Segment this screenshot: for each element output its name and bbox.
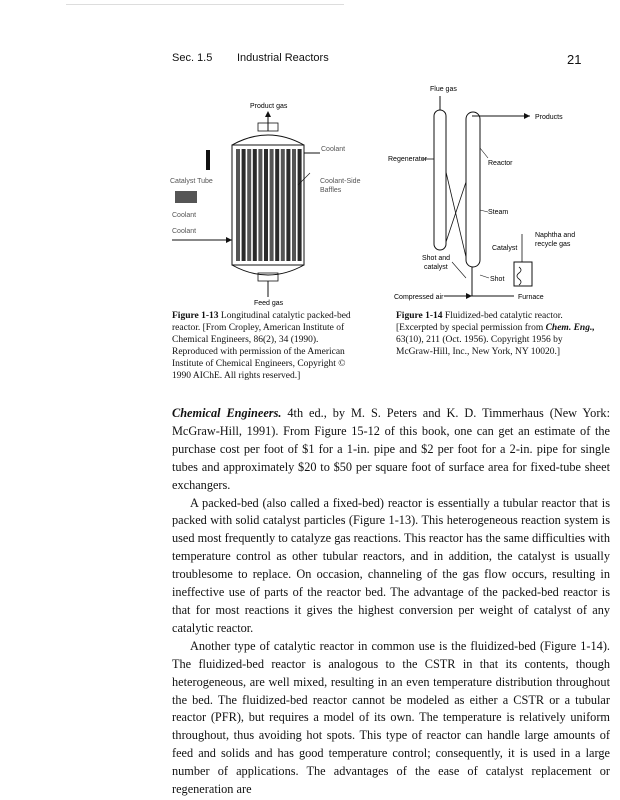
label-compressed-air: Compressed air	[394, 294, 444, 301]
label-shot: Shot	[490, 276, 505, 283]
label-coolant-in: Coolant	[172, 228, 197, 235]
label-coolant-side: Coolant-Side	[320, 178, 361, 185]
label-coolant-top: Coolant	[321, 146, 346, 153]
caption-text: Longitudinal catalytic packed-bed reactor. [From Cropley, American Institute of Chemical Engineers, 86(2), 34 (1990). Reproduced with permission of the American Institute of Chemical Engineers, Copyright © 1990 AIChE. All rights reserved.]	[172, 311, 351, 381]
top-rule	[66, 4, 344, 5]
arrow-right-icon	[524, 113, 530, 119]
label-baffles: Baffles	[320, 187, 342, 194]
figure-1-14-caption	[396, 310, 596, 358]
figure-1-13-packed-bed-reactor	[170, 95, 361, 307]
arrow-right-icon	[466, 293, 472, 299]
paragraph-3: Another type of catalytic reactor in common use is the fluidized-bed (Figure 1-14). The fluidized-bed reactor is analogous to the CSTR in that its contents, though heterogeneous, are well mixed, resulting in an even temperature distribution throughout the bed. The fluidized-bed reactor cannot be modeled as either a CSTR or a tubular reactor (PFR), but requires a model of its own. The temperature is relatively uniform throughout, thus avoiding hot spots. This type of reactor can handle large amounts of feed and solids and has good temperature control; consequently, it is used in a large number of applications. The advantages of the ease of catalyst replacement or regeneration are	[172, 638, 610, 797]
label-flue-gas: Flue gas	[430, 86, 457, 93]
reactor-vessel	[466, 112, 480, 267]
body-text	[172, 405, 610, 799]
caption-journal: Chem. Eng.,	[545, 323, 595, 333]
shot-catalyst-leader	[452, 262, 466, 278]
coolant-swatch	[175, 191, 197, 203]
label-catalyst: Catalyst	[492, 245, 518, 252]
arrow-right-icon	[226, 237, 232, 243]
label-reactor: Reactor	[488, 160, 513, 167]
transfer-line-2	[446, 182, 466, 242]
catalyst-tube	[275, 149, 279, 261]
regenerator-vessel	[434, 110, 446, 250]
label-naphtha-1: Naphtha and	[535, 232, 576, 239]
label-shot-catalyst: catalyst	[424, 264, 448, 271]
caption-label: Figure 1-13	[172, 311, 219, 321]
label-shot-and: Shot and	[422, 255, 451, 262]
top-dome	[232, 135, 304, 145]
steam-leader	[480, 210, 488, 212]
paragraph-1	[172, 405, 610, 495]
bottom-dome	[232, 265, 304, 275]
catalyst-tube	[298, 149, 302, 261]
paragraph-2: A packed-bed (also called a fixed-bed) reactor is essentially a tubular reactor that is packed with solid catalyst particles (Figure 1-13). This heterogeneous reaction system is used most frequently to catalyze gas reactions. This reactor has the same difficulties with temperature control as other tubular reactors, and in addition, the catalyst is usually troublesome to replace. On occasion, channeling of the gas flow occurs, resulting in ineffective use of parts of the reactor bed. The advantage of the packed-bed reactor is that for most reactions it gives the highest conversion per weight of catalyst of any catalytic reactor.	[172, 495, 610, 635]
figure-1-14-fluidized-bed-reactor	[372, 82, 582, 307]
catalyst-tube	[247, 149, 251, 261]
caption-label: Figure 1-14	[396, 311, 443, 321]
label-coolant-mid: Coolant	[172, 212, 197, 219]
furnace-coil-icon	[517, 267, 521, 285]
shot-leader	[480, 275, 489, 278]
running-title: Industrial Reactors	[237, 52, 329, 64]
paragraph-1-text: 4th ed., by M. S. Peters and K. D. Timmerhaus (New York: McGraw-Hill, 1991). From Figure 15-12 of this book, one can get an estimate of the purchase cost per foot of $1 for a 1-in. pipe and $2 per foot for a 2-in. pipe for single tubes and approximately $20 to $50 per square foot of surface area for fixed-tube sheet exchangers.	[172, 406, 610, 492]
label-product-gas: Product gas	[250, 103, 288, 110]
figure-1-13-caption	[172, 310, 362, 382]
section-number: Sec. 1.5	[172, 52, 213, 64]
catalyst-tube	[258, 149, 262, 261]
reactor-leader	[480, 148, 488, 158]
book-title: Chemical Engineers.	[172, 406, 282, 420]
page-number: 21	[567, 52, 582, 67]
catalyst-tube	[286, 149, 290, 261]
label-furnace: Furnace	[518, 294, 544, 301]
catalyst-tube	[270, 149, 274, 261]
catalyst-tube	[236, 149, 240, 261]
catalyst-tube	[242, 149, 246, 261]
label-naphtha-2: recycle gas	[535, 241, 571, 248]
arrow-up-icon	[265, 111, 271, 117]
catalyst-tube-bundle	[236, 149, 302, 261]
catalyst-tube	[253, 149, 257, 261]
transfer-line-1	[446, 172, 466, 257]
label-products: Products	[535, 114, 563, 121]
catalyst-tube-symbol	[206, 150, 210, 170]
catalyst-tube	[292, 149, 296, 261]
label-feed-gas: Feed gas	[254, 300, 284, 307]
catalyst-tube	[281, 149, 285, 261]
label-catalyst-tube: Catalyst Tube	[170, 178, 213, 185]
caption-text-2: 63(10), 211 (Oct. 1956). Copyright 1956 by McGraw-Hill, Inc., New York, NY 10020.]	[396, 335, 563, 357]
furnace-box	[514, 262, 532, 286]
caption-text-1: Fluidized-bed catalytic reactor. [Excerpted by special permission from	[396, 311, 563, 333]
label-regenerator: Regenerator	[388, 156, 427, 163]
label-steam: Steam	[488, 209, 509, 216]
catalyst-tube	[264, 149, 268, 261]
